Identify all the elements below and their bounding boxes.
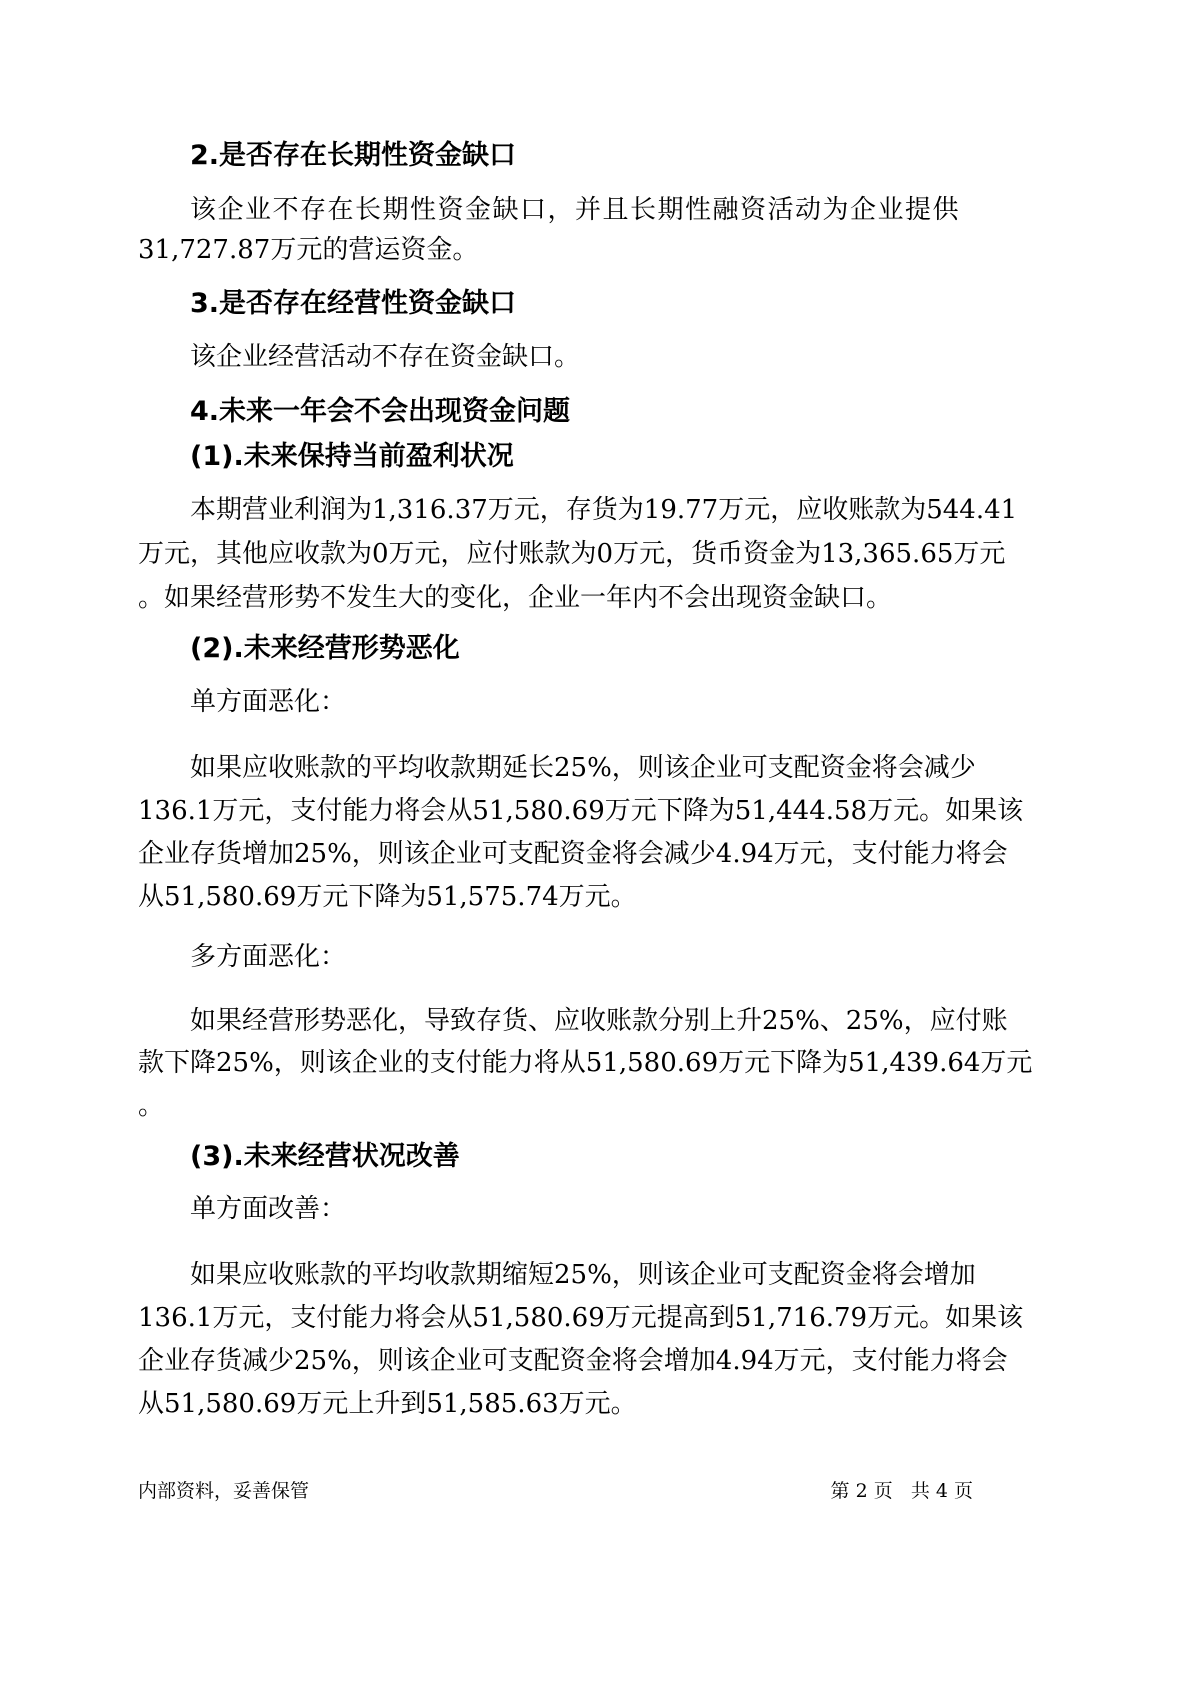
subsection-heading-4-1: (1).未来保持当前盈利状况 <box>190 441 514 472</box>
paragraph-line: 款下降25%，则该企业的支付能力将从51,580.69万元下降为51,439.64万元 <box>138 1048 1033 1078</box>
paragraph-label: 单方面改善： <box>190 1194 347 1224</box>
paragraph-label: 单方面恶化： <box>190 687 347 717</box>
paragraph-line: 企业存货减少25%，则该企业可支配资金将会增加4.94万元，支付能力将会 <box>138 1346 1008 1376</box>
subsection-heading-4-2: (2).未来经营形势恶化 <box>190 633 460 664</box>
paragraph-line: 136.1万元，支付能力将会从51,580.69万元下降为51,444.58万元。如果该 <box>138 796 1024 826</box>
paragraph-line: 31,727.87万元的营运资金。 <box>138 235 479 265</box>
paragraph-line: 从51,580.69万元上升到51,585.63万元。 <box>138 1389 637 1419</box>
paragraph-line: 从51,580.69万元下降为51,575.74万元。 <box>138 882 637 912</box>
section-heading-3: 3.是否存在经营性资金缺口 <box>190 288 517 319</box>
paragraph-line: 。 <box>138 1091 165 1121</box>
paragraph-line: 136.1万元，支付能力将会从51,580.69万元提高到51,716.79万元。如果该 <box>138 1303 1024 1333</box>
paragraph-line: 该企业经营活动不存在资金缺口。 <box>190 342 581 372</box>
paragraph-line: 如果应收账款的平均收款期缩短25%，则该企业可支配资金将会增加 <box>190 1260 976 1290</box>
paragraph-line: 该企业不存在长期性资金缺口，并且长期性融资活动为企业提供 <box>190 195 961 225</box>
section-heading-2: 2.是否存在长期性资金缺口 <box>190 140 517 171</box>
footer-note: 内部资料，妥善保管 <box>138 1480 310 1502</box>
subsection-heading-4-3: (3).未来经营状况改善 <box>190 1141 460 1172</box>
paragraph-label: 多方面恶化： <box>190 942 347 972</box>
page-number: 第 2 页 共 4 页 <box>830 1480 973 1502</box>
paragraph-line: 。如果经营形势不发生大的变化，企业一年内不会出现资金缺口。 <box>138 583 893 613</box>
paragraph-line: 本期营业利润为1,316.37万元，存货为19.77万元，应收账款为544.41 <box>190 495 1018 525</box>
section-heading-4: 4.未来一年会不会出现资金问题 <box>190 396 571 427</box>
paragraph-line: 万元，其他应收款为0万元，应付账款为0万元，货币资金为13,365.65万元 <box>138 539 1006 569</box>
paragraph-line: 如果应收账款的平均收款期延长25%，则该企业可支配资金将会减少 <box>190 753 976 783</box>
paragraph-line: 企业存货增加25%，则该企业可支配资金将会减少4.94万元，支付能力将会 <box>138 839 1008 869</box>
paragraph-line: 如果经营形势恶化，导致存货、应收账款分别上升25%、25%，应付账 <box>190 1006 1008 1036</box>
